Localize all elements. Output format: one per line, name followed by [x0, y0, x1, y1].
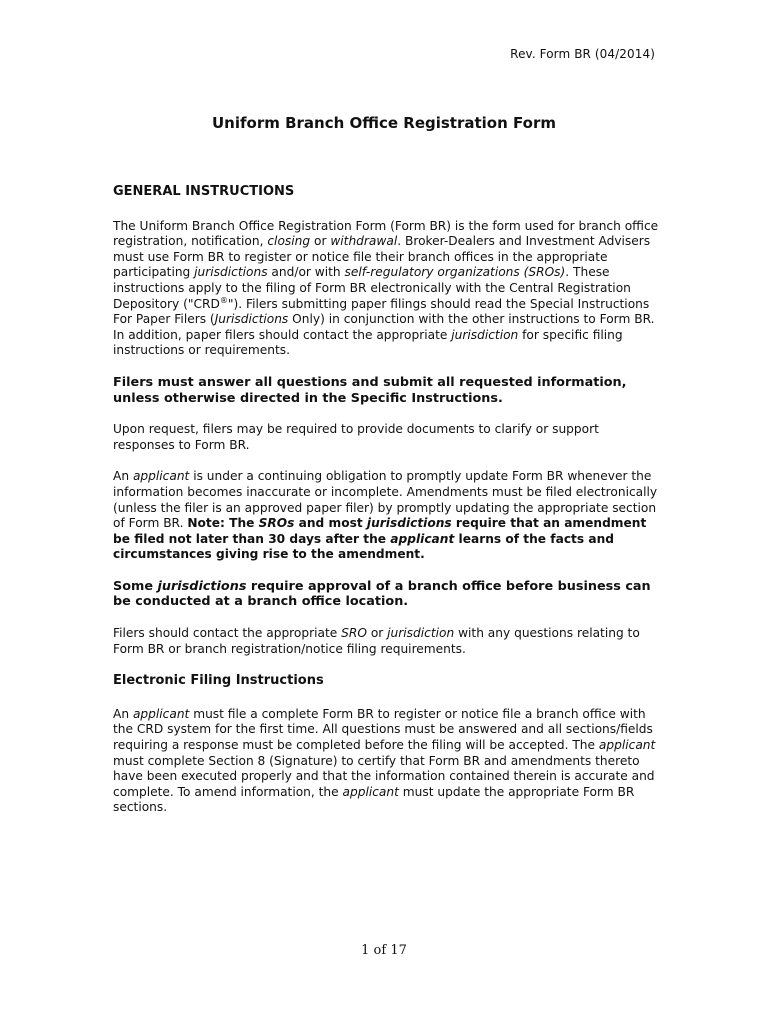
form-revision: Rev. Form BR (04/2014) — [510, 47, 655, 61]
document-title: Uniform Branch Office Registration Form — [212, 114, 556, 132]
paragraph-intro: The Uniform Branch Office Registration Form (Form BR) is the form used for branch office registration, notification, closing or withdrawal. Broker-Dealers and Investment Advisers must use Form BR to register or notice file their branch offices in the appropriate participating jurisdictions and/or with self-regulatory organizations (SROs). These instructions apply to the filing of Form BR electronically with the Central Registration Depository ("CRD®"). Filers submitting paper filings should read the Special Instructions For Paper Filers (Jurisdictions Only) in conjunction with the other instructions to Form BR. In addition, paper filers should contact the appropriate jurisdiction for specific filing instructions or requirements. — [113, 218, 659, 358]
subsection-heading: Electronic Filing Instructions — [113, 673, 324, 689]
paragraph-amendments: An applicant is under a continuing obligation to promptly update Form BR whenever the information becomes inaccurate or incomplete. Amendments must be filed electronically (unless the filer is an approved paper filer) by promptly updating the appropriate section of Form BR. Note: The SROs and most jurisdictions require that an amendment be filed not later than 30 days after the applicant learns of the facts and circumstances giving rise to the amendment. — [113, 469, 658, 562]
registered-mark: ® — [219, 295, 228, 305]
paragraph-documents: Upon request, filers may be required to provide documents to clarify or support responses to Form BR. — [113, 422, 599, 452]
paragraph-approval: Some jurisdictions require approval of a branch office before business can be conducted at a branch office location. — [113, 578, 651, 610]
paragraph-contact: Filers should contact the appropriate SRO or jurisdiction with any questions relating to Form BR or branch registration/notice filing requirements. — [113, 626, 640, 656]
paragraph-requirement: Filers must answer all questions and submit all requested information, unless otherwise directed in the Specific Instructions. — [113, 374, 627, 406]
section-heading: GENERAL INSTRUCTIONS — [113, 184, 295, 199]
page-number: 1 of 17 — [361, 943, 407, 958]
document-body — [113, 184, 661, 832]
paragraph-electronic-filing: An applicant must file a complete Form BR to register or notice file a branch office with the CRD system for the first time. All questions must be answered and all sections/fields requiring a response must be completed before the filing will be accepted. The applicant must complete Section 8 (Signature) to certify that Form BR and amendments thereto have been executed properly and that the information contained therein is accurate and complete. To amend information, the applicant must update the appropriate Form BR sections. — [113, 706, 656, 815]
